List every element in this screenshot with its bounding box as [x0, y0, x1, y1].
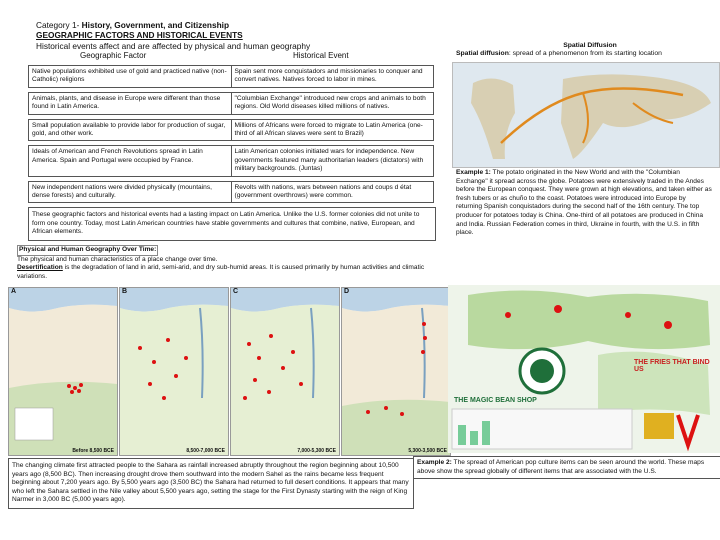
hist-cell: "Columbian Exchange" introduced new crops and animals to both regions. Old World diseases killed millions of natives. [231, 92, 434, 114]
fries-title: THE FRIES THAT BIND US [634, 359, 710, 373]
spatial-diffusion-title: Spatial Diffusion [563, 42, 617, 49]
map-a-label: A [11, 288, 17, 295]
hist-cell: Millions of Africans were forced to migrate to Latin America (one-third of all African slaves were sent to Brazil) [231, 119, 434, 141]
map-b-image [120, 288, 228, 455]
hist-cell: Latin American colonies initiated wars for independence. New governments featured many authoritarian leaders (dictators) with military backgrounds. (Juntas) [231, 146, 434, 176]
physical-geography-section [17, 245, 441, 281]
potato-diffusion-map [452, 62, 720, 168]
header [36, 20, 456, 51]
table-row [29, 146, 434, 176]
table-row [29, 92, 434, 114]
example-1 [456, 169, 712, 238]
page-subtitle: GEOGRAPHIC FACTORS AND HISTORICAL EVENTS [36, 30, 243, 41]
map-b-label: B [122, 288, 128, 295]
spatial-diffusion-definition: Spatial diffusion: spread of a phenomenon from its starting location [456, 50, 662, 57]
map-a-image [9, 288, 117, 455]
map-c [230, 287, 340, 456]
example-1-label: Example 1: [456, 169, 491, 176]
geo-cell: Ideals of American and French Revolutions spread in Latin America. Spain and Portugal were occupied by France. [29, 146, 232, 176]
map-c-label: C [233, 288, 239, 295]
geo-cell: Native populations exhibited use of gold and practiced native (non-Catholic) religions [29, 66, 232, 88]
hist-cell: Spain sent more conquistadors and missionaries to conquer and convert natives. Natives forced to labor in mines. [231, 66, 434, 88]
events-table [28, 65, 434, 203]
column-header-geographic: Geographic Factor [80, 51, 147, 60]
example-2 [413, 456, 720, 479]
page-description: Historical events affect and are affected by physical and human geography [36, 40, 311, 51]
map-c-image [231, 288, 339, 455]
table-row [29, 66, 434, 88]
physical-title: Physical and Human Geography Over Time: [17, 245, 158, 256]
pop-culture-collage [448, 285, 720, 453]
sahara-text-box: The changing climate first attracted people to the Sahara as rainfall increased abruptly throughout the region beginning about 10,500 years ago (8,500 BC). Then increasing drought drove them southward into the modern Sahel as the rains became less frequent beginning about 7,200 years ago. By 5,500 years ago (3,500 BC) the Sahara had returned to full desert conditions. It appears that many who left the Sahara settled in the Nile valley about 5,500 years ago, setting the stage for the First Dynasty starting with the reign of King Narmer in 3,000 BC (5,000 years ago). [8, 458, 414, 509]
category-title: History, Government, and Citizenship [81, 20, 230, 30]
geo-cell: New independent nations were divided physically (mountains, dense forests) and culturally. [29, 181, 232, 203]
map-b-caption: 8,500-7,000 BCE [186, 448, 225, 454]
map-d-caption: 5,300-3,500 BCE [408, 448, 447, 454]
column-header-historical: Historical Event [293, 51, 349, 60]
table-row [29, 119, 434, 141]
bean-title: THE MAGIC BEAN SHOP [454, 397, 537, 404]
map-d [341, 287, 451, 456]
geo-cell: Animals, plants, and disease in Europe were different than those found in Latin America. [29, 92, 232, 114]
example-2-label: Example 2: [417, 459, 452, 466]
map-a-caption: Before 8,500 BCE [72, 448, 114, 454]
map-d-image [342, 288, 450, 455]
physical-definition: The physical and human characteristics of a place change over time. [17, 255, 218, 263]
example-2-text: The spread of American pop culture items can be seen around the world. These maps above show the spread globally of different items that are associated with the U.S. [417, 459, 705, 475]
map-b [119, 287, 229, 456]
world-map-image [453, 63, 719, 167]
example-1-text: The potato originated in the New World and with the "Columbian Exchange" it spread across the globe. Potatoes were extensively traded in the Andes before the European conquest. They were grown at high elevations, and taken either as fresh tubers or as chuño to the coast. Potatoes were introduced into Europe by returning Spanish conquistadors during the second half of the 16th century. The top producer for potatoes today is China. One-third of all potatoes are produced in China and India. Russian Federation comes in third, Ukraine in fourth, with the U.S. in fifth place. [456, 169, 712, 237]
desertification-text: is the degradation of land in arid, semi-arid, and dry sub-humid areas. It is caused primarily by human activities and climatic variations. [17, 264, 425, 280]
geo-cell: Small population available to provide labor for production of sugar, gold, and other work. [29, 119, 232, 141]
category-prefix: Category 1- [36, 20, 82, 30]
sahara-maps [8, 287, 448, 454]
map-a [8, 287, 118, 456]
table-row [29, 181, 434, 203]
map-c-caption: 7,000-5,300 BCE [297, 448, 336, 454]
hist-cell: Revolts with nations, wars between nations and coups d état (government overthrows) were common. [231, 181, 434, 203]
desertification-term: Desertification [17, 264, 63, 272]
summary-box: These geographic factors and historical events had a lasting impact on Latin America. Unlike the U.S. former colonies did not unite to form one country. Today, most Latin American countries have stable governments and cultures that combine, native, European, and African elements. [28, 207, 436, 241]
map-d-label: D [344, 288, 350, 295]
